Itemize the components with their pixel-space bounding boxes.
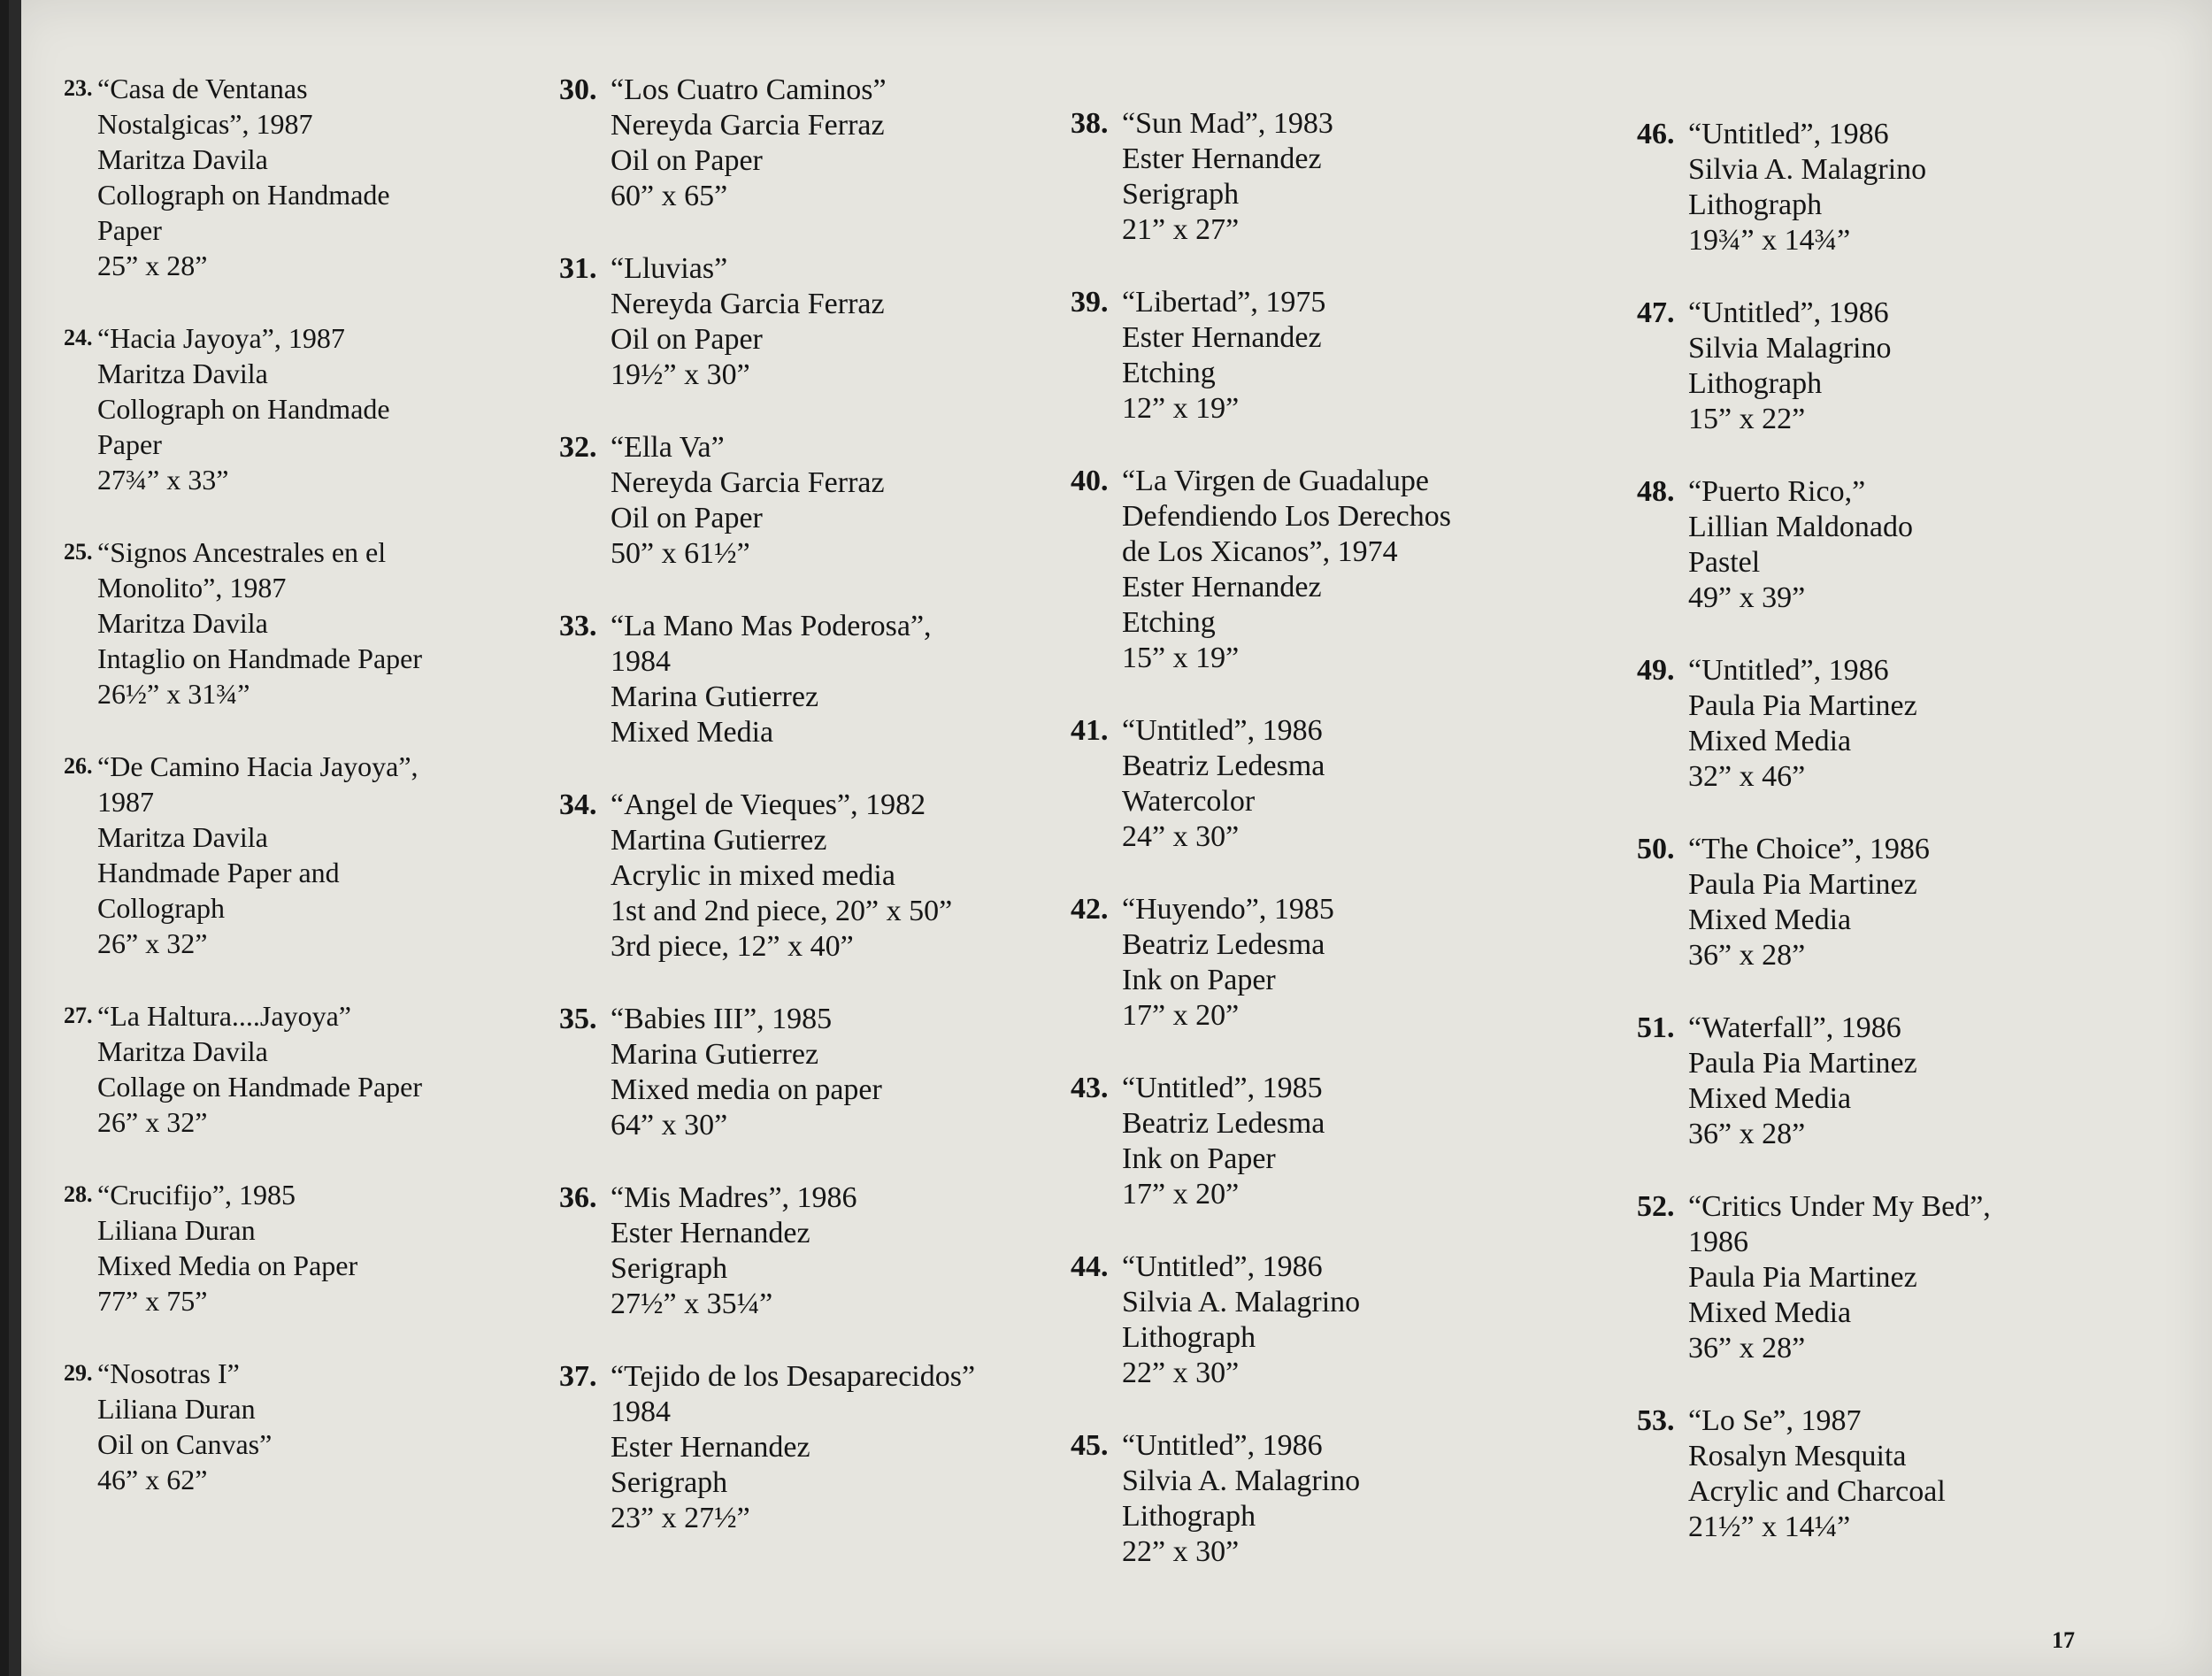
entry-detail: Mixed media on paper [611, 1073, 882, 1106]
entry-detail: Lithograph [1688, 188, 1823, 221]
entry-title: “Puerto Rico,” [1688, 475, 1866, 508]
catalog-entry [64, 998, 559, 1140]
entry-number: 51. [1637, 1011, 1675, 1044]
book-spine [9, 0, 21, 1676]
entry-detail: 15” x 22” [1688, 403, 1806, 435]
entry-detail: Ink on Paper [1122, 1142, 1276, 1175]
catalog-column-2 [559, 73, 1072, 1573]
entry-detail: Watercolor [1122, 785, 1256, 818]
entry-number: 49. [1637, 654, 1675, 687]
entry-title: “Signos Ancestrales en el [97, 536, 387, 568]
entry-detail: Ester Hernandez [611, 1431, 810, 1464]
entry-detail: 64” x 30” [611, 1109, 728, 1142]
entry-title: “Untitled”, 1986 [1122, 1429, 1323, 1462]
entry-detail: Mixed Media [1688, 1082, 1852, 1115]
entry-detail: 21½” x 14¼” [1688, 1511, 1851, 1543]
entry-detail: Acrylic in mixed media [611, 859, 895, 892]
entry-detail: 32” x 46” [1688, 760, 1806, 793]
entry-detail: Defendiendo Los Derechos [1122, 500, 1451, 533]
entry-detail: Lillian Maldonado [1688, 511, 1914, 543]
entry-title: “Untitled”, 1986 [1688, 118, 1889, 150]
catalog-entry [559, 1359, 1072, 1536]
catalog-column-3 [1071, 106, 1601, 1607]
entry-number: 29. [64, 1360, 93, 1386]
entry-detail: Silvia A. Malagrino [1688, 153, 1927, 186]
entry-detail: 26½” x 31¾” [97, 678, 250, 710]
catalog-entry [1637, 832, 2168, 973]
entry-detail: Paper [97, 428, 162, 460]
entry-title: “Untitled”, 1985 [1122, 1072, 1323, 1104]
entry-detail: Collograph on Handmade [97, 393, 390, 425]
catalog-entry [1071, 1249, 1601, 1391]
entry-number: 38. [1071, 107, 1109, 140]
catalog-column-4 [1637, 117, 2168, 1582]
entry-detail: Etching [1122, 606, 1216, 639]
entry-number: 39. [1071, 286, 1109, 319]
entry-title: “Mis Madres”, 1986 [611, 1181, 857, 1214]
catalog-entry [559, 73, 1072, 214]
entry-detail: Ester Hernandez [1122, 321, 1322, 354]
catalog-entry [1637, 117, 2168, 258]
entry-number: 32. [559, 431, 597, 464]
entry-detail: Serigraph [1122, 178, 1240, 211]
entry-title: “Tejido de los Desaparecidos” [611, 1360, 976, 1393]
entry-detail: Silvia A. Malagrino [1122, 1286, 1361, 1319]
entry-detail: 26” x 32” [97, 1106, 208, 1138]
entry-detail: 77” x 75” [97, 1285, 208, 1317]
entry-detail: 60” x 65” [611, 180, 728, 212]
entry-detail: Nereyda Garcia Ferraz [611, 288, 885, 320]
entry-detail: Mixed Media [1688, 1296, 1852, 1329]
catalog-entry [1071, 1428, 1601, 1570]
entry-title: “De Camino Hacia Jayoya”, [97, 750, 419, 782]
entry-title: “Huyendo”, 1985 [1122, 893, 1334, 926]
entry-detail: Monolito”, 1987 [97, 572, 287, 604]
entry-number: 52. [1637, 1190, 1675, 1223]
entry-detail: Nostalgicas”, 1987 [97, 108, 313, 140]
entry-number: 25. [64, 539, 93, 565]
catalog-entry [1071, 892, 1601, 1034]
catalog-entry [1071, 1071, 1601, 1212]
catalog-entry [1637, 1403, 2168, 1545]
entry-detail: 24” x 30” [1122, 820, 1240, 853]
entry-detail: 22” x 30” [1122, 1535, 1240, 1568]
catalog-entry [64, 749, 559, 961]
catalog-entry [559, 251, 1072, 393]
entry-title: “Lo Se”, 1987 [1688, 1404, 1862, 1437]
entry-detail: 27½” x 35¼” [611, 1288, 773, 1320]
entry-detail: 23” x 27½” [611, 1502, 750, 1534]
entry-detail: 17” x 20” [1122, 1178, 1240, 1211]
entry-detail: Ester Hernandez [1122, 142, 1322, 175]
catalog-entry [559, 1002, 1072, 1143]
entry-detail: 36” x 28” [1688, 1118, 1806, 1150]
catalog-entry [1637, 474, 2168, 616]
catalog-entry [1071, 285, 1601, 427]
catalog-entry [1071, 713, 1601, 855]
entry-detail: 25” x 28” [97, 250, 208, 281]
entry-detail: Collograph on Handmade [97, 179, 390, 211]
entry-number: 37. [559, 1360, 597, 1393]
entry-number: 24. [64, 325, 93, 350]
catalog-page [9, 0, 2212, 1676]
entry-detail: 36” x 28” [1688, 939, 1806, 972]
entry-detail: 1984 [611, 645, 671, 678]
entry-number: 23. [64, 75, 93, 101]
entry-number: 48. [1637, 475, 1675, 508]
entry-title: “Nosotras I” [97, 1357, 240, 1389]
entry-detail: 12” x 19” [1122, 392, 1240, 425]
catalog-entry [559, 788, 1072, 965]
entry-detail: Oil on Paper [611, 144, 763, 177]
entry-number: 43. [1071, 1072, 1109, 1104]
entry-title: “Libertad”, 1975 [1122, 286, 1326, 319]
entry-title: “La Haltura....Jayoya” [97, 1000, 351, 1032]
entry-title: “Babies III”, 1985 [611, 1003, 833, 1035]
entry-detail: Beatriz Ledesma [1122, 1107, 1325, 1140]
entry-detail: Liliana Duran [97, 1393, 256, 1425]
entry-detail: 19½” x 30” [611, 358, 750, 391]
entry-number: 50. [1637, 833, 1675, 865]
entry-detail: Ester Hernandez [611, 1217, 810, 1249]
entry-number: 31. [559, 252, 597, 285]
entry-detail: Nereyda Garcia Ferraz [611, 109, 885, 142]
entry-detail: 46” x 62” [97, 1464, 208, 1495]
entry-detail: Ester Hernandez [1122, 571, 1322, 604]
entry-detail: Rosalyn Mesquita [1688, 1440, 1907, 1472]
entry-detail: Mixed Media on Paper [97, 1249, 358, 1281]
entry-number: 47. [1637, 296, 1675, 329]
catalog-entry [1071, 464, 1601, 676]
entry-detail: Mixed Media [611, 716, 774, 749]
entry-detail: 17” x 20” [1122, 999, 1240, 1032]
entry-number: 36. [559, 1181, 597, 1214]
entry-detail: Maritza Davila [97, 821, 268, 853]
catalog-entry [1637, 1189, 2168, 1366]
entry-detail: Martina Gutierrez [611, 824, 827, 857]
entry-detail: Paula Pia Martinez [1688, 868, 1917, 901]
entry-detail: Nereyda Garcia Ferraz [611, 466, 885, 499]
entry-detail: Handmade Paper and [97, 857, 340, 888]
entry-detail: Collograph [97, 892, 225, 924]
entry-detail: 1987 [97, 786, 154, 818]
entry-number: 27. [64, 1003, 93, 1028]
entry-number: 46. [1637, 118, 1675, 150]
entry-detail: Beatriz Ledesma [1122, 928, 1325, 961]
entry-detail: 15” x 19” [1122, 642, 1240, 674]
entry-detail: Lithograph [1122, 1321, 1256, 1354]
entry-detail: 1986 [1688, 1226, 1748, 1258]
entry-detail: 22” x 30” [1122, 1357, 1240, 1389]
entry-number: 40. [1071, 465, 1109, 497]
catalog-entry [64, 1177, 559, 1319]
entry-detail: Lithograph [1688, 367, 1823, 400]
entry-title: “Casa de Ventanas [97, 73, 308, 104]
entry-title: “Ella Va” [611, 431, 725, 464]
catalog-entry [64, 534, 559, 711]
entry-title: “Hacia Jayoya”, 1987 [97, 322, 345, 354]
entry-number: 35. [559, 1003, 597, 1035]
entry-detail: Marina Gutierrez [611, 1038, 819, 1071]
entry-detail: Acrylic and Charcoal [1688, 1475, 1946, 1508]
entry-detail: Liliana Duran [97, 1214, 256, 1246]
entry-detail: 1st and 2nd piece, 20” x 50” [611, 895, 953, 927]
entry-title: “The Choice”, 1986 [1688, 833, 1930, 865]
entry-number: 34. [559, 788, 597, 821]
entry-detail: 3rd piece, 12” x 40” [611, 930, 854, 963]
entry-detail: Lithograph [1122, 1500, 1256, 1533]
entry-detail: 27¾” x 33” [97, 464, 229, 496]
catalog-column-1 [64, 71, 559, 1534]
entry-number: 53. [1637, 1404, 1675, 1437]
entry-detail: Silvia A. Malagrino [1122, 1465, 1361, 1497]
entry-title: “Waterfall”, 1986 [1688, 1011, 1901, 1044]
entry-detail: Maritza Davila [97, 143, 268, 175]
catalog-entry [1071, 106, 1601, 248]
entry-detail: 19¾” x 14¾” [1688, 224, 1851, 257]
entry-number: 45. [1071, 1429, 1109, 1462]
entry-detail: Intaglio on Handmade Paper [97, 642, 422, 674]
entry-detail: 1984 [611, 1395, 671, 1428]
entry-detail: Beatriz Ledesma [1122, 750, 1325, 782]
entry-detail: 26” x 32” [97, 927, 208, 959]
entry-detail: Maritza Davila [97, 1035, 268, 1067]
catalog-entry [559, 609, 1072, 750]
catalog-entry [64, 320, 559, 497]
entry-detail: Pastel [1688, 546, 1761, 579]
entry-number: 42. [1071, 893, 1109, 926]
entry-title: “La Mano Mas Poderosa”, [611, 610, 932, 642]
catalog-entry [559, 1180, 1072, 1322]
catalog-entry [64, 1356, 559, 1497]
page-number: 17 [2052, 1627, 2075, 1653]
entry-detail: Mixed Media [1688, 725, 1852, 757]
entry-title: “Angel de Vieques”, 1982 [611, 788, 926, 821]
entry-title: “Lluvias” [611, 252, 728, 285]
entry-detail: Mixed Media [1688, 903, 1852, 936]
entry-detail: Paper [97, 214, 162, 246]
entry-number: 44. [1071, 1250, 1109, 1283]
entry-title: “Untitled”, 1986 [1688, 296, 1889, 329]
entry-detail: Serigraph [611, 1466, 728, 1499]
entry-detail: Oil on Paper [611, 502, 763, 534]
entry-detail: Maritza Davila [97, 607, 268, 639]
entry-number: 30. [559, 73, 597, 106]
entry-title: “Critics Under My Bed”, [1688, 1190, 1991, 1223]
entry-detail: 21” x 27” [1122, 213, 1240, 246]
entry-detail: Etching [1122, 357, 1216, 389]
catalog-entry [1637, 296, 2168, 437]
entry-detail: Oil on Canvas” [97, 1428, 273, 1460]
entry-title: “Sun Mad”, 1983 [1122, 107, 1333, 140]
entry-detail: Serigraph [611, 1252, 728, 1285]
entry-detail: Paula Pia Martinez [1688, 1047, 1917, 1080]
entry-title: “Los Cuatro Caminos” [611, 73, 887, 106]
entry-title: “Untitled”, 1986 [1122, 1250, 1323, 1283]
entry-number: 26. [64, 753, 93, 779]
entry-title: “Untitled”, 1986 [1688, 654, 1889, 687]
entry-detail: Oil on Paper [611, 323, 763, 356]
entry-detail: Collage on Handmade Paper [97, 1071, 422, 1103]
entry-number: 33. [559, 610, 597, 642]
entry-detail: Maritza Davila [97, 357, 268, 389]
entry-number: 28. [64, 1181, 93, 1207]
entry-detail: 50” x 61½” [611, 537, 750, 570]
catalog-entry [559, 430, 1072, 572]
catalog-entry [1637, 653, 2168, 795]
entry-detail: Paula Pia Martinez [1688, 689, 1917, 722]
entry-detail: Silvia Malagrino [1688, 332, 1892, 365]
entry-detail: Ink on Paper [1122, 964, 1276, 996]
entry-detail: Paula Pia Martinez [1688, 1261, 1917, 1294]
entry-number: 41. [1071, 714, 1109, 747]
entry-detail: Marina Gutierrez [611, 680, 819, 713]
entry-title: “La Virgen de Guadalupe [1122, 465, 1429, 497]
entry-detail: de Los Xicanos”, 1974 [1122, 535, 1398, 568]
entry-title: “Untitled”, 1986 [1122, 714, 1323, 747]
entry-title: “Crucifijo”, 1985 [97, 1179, 296, 1211]
catalog-entry [1637, 1011, 2168, 1152]
entry-detail: 36” x 28” [1688, 1332, 1806, 1365]
catalog-entry [64, 71, 559, 283]
entry-detail: 49” x 39” [1688, 581, 1806, 614]
